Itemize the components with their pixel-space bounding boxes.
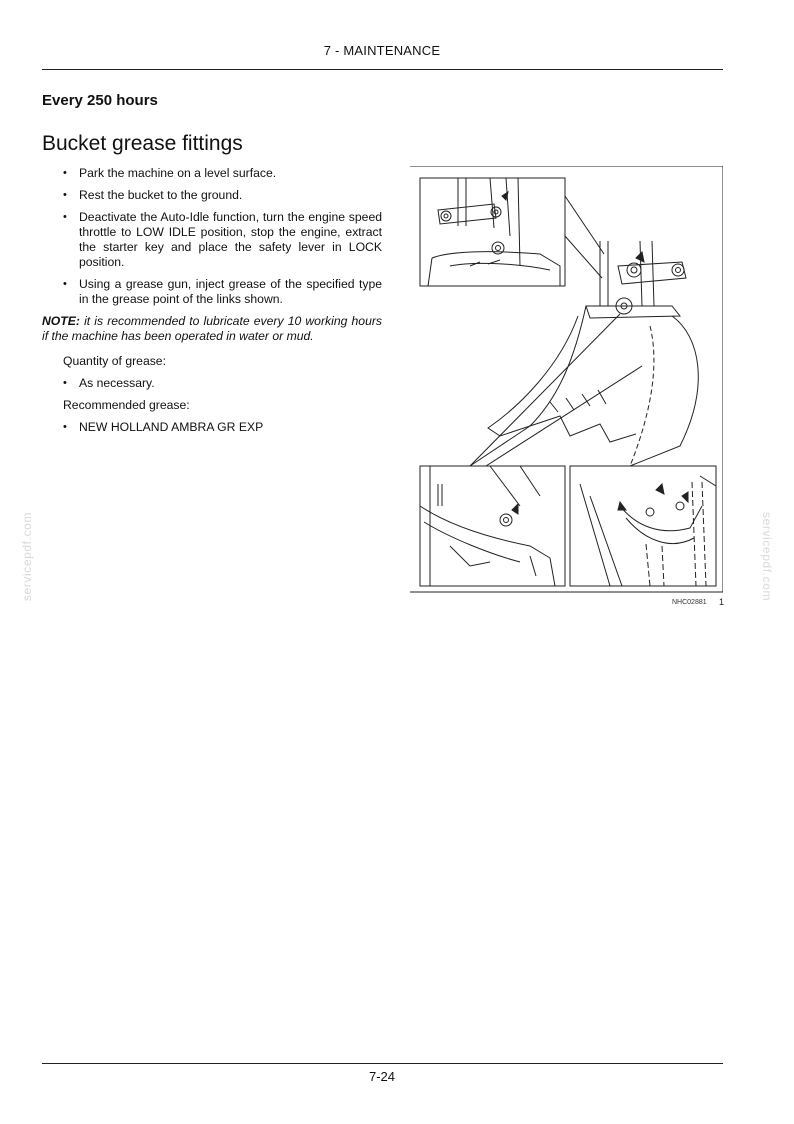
note-paragraph: [42, 314, 382, 344]
figure-number: 1: [719, 597, 725, 607]
bucket-pin-detail-inset: [420, 466, 565, 586]
bucket-grease-figure: [410, 166, 723, 594]
bucket-linkage-illustration: [410, 166, 723, 594]
note-label: NOTE:: [42, 314, 80, 328]
note-text: it is recommended to lubricate every 10 working hours if the machine has been operated in water or mud.: [42, 314, 382, 343]
figure-code: NHC02881: [672, 599, 707, 606]
step-item: • Park the machine on a level surface.: [63, 166, 382, 181]
linkage-detail-inset: [420, 178, 565, 286]
page-number: 7-24: [368, 1069, 396, 1084]
running-header: 7 - MAINTENANCE: [323, 43, 441, 58]
watermark-right: servicepdf.com: [760, 512, 774, 602]
link-pin-detail-inset: [570, 466, 716, 586]
section-interval-heading: Every 250 hours: [42, 92, 158, 109]
step-item: • Deactivate the Auto-Idle function, turn the engine speed throttle to LOW IDLE position, stop the engine, extract the starter key and place the safety lever in LOCK position.: [63, 210, 382, 270]
recommended-label: Recommended grease:: [63, 398, 190, 412]
procedure-text: [42, 166, 382, 442]
quantity-value: • As necessary.: [63, 376, 382, 391]
recommended-list: [42, 420, 382, 435]
step-item: • Rest the bucket to the ground.: [63, 188, 382, 203]
header-divider: [42, 69, 723, 70]
procedure-steps: [42, 166, 382, 307]
footer-divider: [42, 1063, 723, 1064]
quantity-label: Quantity of grease:: [63, 354, 166, 368]
quantity-list: [42, 376, 382, 391]
step-item: • Using a grease gun, inject grease of the specified type in the grease point of the links shown.: [63, 277, 382, 307]
page-title: Bucket grease fittings: [42, 132, 243, 155]
watermark-left: servicepdf.com: [20, 512, 34, 602]
recommended-value: • NEW HOLLAND AMBRA GR EXP: [63, 420, 382, 435]
